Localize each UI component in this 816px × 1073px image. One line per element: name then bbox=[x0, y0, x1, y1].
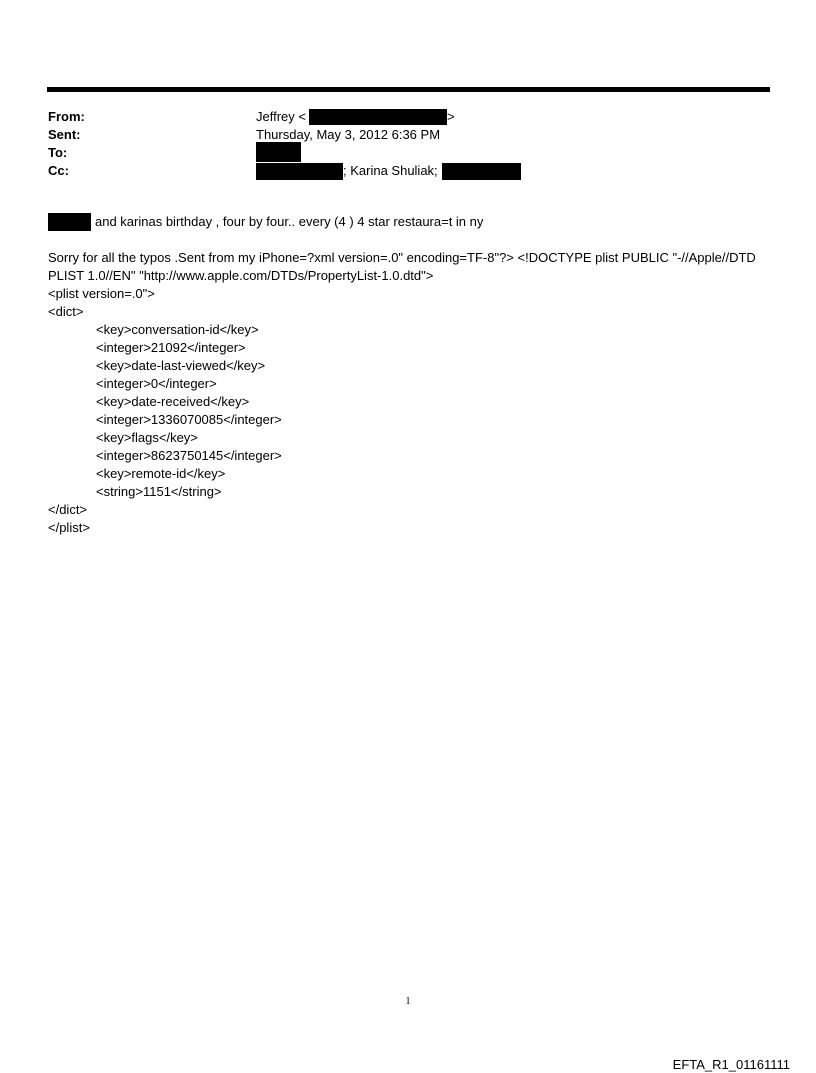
email-header bbox=[48, 108, 770, 180]
redaction-box bbox=[309, 109, 447, 125]
redaction-box bbox=[48, 213, 91, 231]
from-name: Jeffrey < bbox=[256, 109, 306, 124]
dict-line: <key>flags</key> bbox=[96, 430, 198, 445]
cc-value bbox=[256, 162, 521, 180]
dict-line: <integer>21092</integer> bbox=[96, 340, 246, 355]
spacer bbox=[48, 231, 778, 249]
redaction-box bbox=[256, 163, 343, 180]
dict-close: </dict> bbox=[48, 502, 88, 517]
body-line-1 bbox=[48, 213, 778, 231]
dict-line: <string>1151</string> bbox=[96, 484, 222, 499]
from-label: From: bbox=[48, 109, 85, 124]
sent-row bbox=[48, 126, 770, 144]
cc-row bbox=[48, 162, 770, 180]
to-row bbox=[48, 144, 770, 162]
dict-open: <dict> bbox=[48, 304, 84, 319]
redaction-box bbox=[256, 142, 301, 162]
sent-value: Thursday, May 3, 2012 6:36 PM bbox=[256, 127, 441, 142]
plist-open: <plist version=.0"> bbox=[48, 286, 155, 301]
dict-line: <key>date-received</key> bbox=[96, 394, 250, 409]
header-rule bbox=[47, 87, 770, 92]
body-line-1-text: and karinas birthday , four by four.. every (4 ) 4 star restaura=t in ny bbox=[95, 214, 484, 229]
to-value bbox=[256, 144, 301, 162]
email-body bbox=[48, 213, 778, 537]
cc-label: Cc: bbox=[48, 163, 69, 178]
sent-label: Sent: bbox=[48, 127, 81, 142]
from-close: > bbox=[446, 109, 455, 124]
to-label: To: bbox=[48, 145, 68, 160]
body-line-2: Sorry for all the typos .Sent from my iPhone=?xml version=.0" encoding=TF-8"?> <!DOCTYPE plist PUBLIC "-//Apple//DTD PLIST 1.0//EN" "http://www.apple.com/DTDs/PropertyList-1.0.dtd"> bbox=[48, 250, 756, 283]
redaction-box bbox=[442, 163, 521, 180]
plist-close: </plist> bbox=[48, 520, 90, 535]
document-id: EFTA_R1_01161111 bbox=[672, 1057, 790, 1072]
dict-line: <integer>8623750145</integer> bbox=[96, 448, 282, 463]
page-number: 1 bbox=[405, 996, 411, 1007]
from-value bbox=[256, 108, 455, 126]
dict-line: <key>remote-id</key> bbox=[96, 466, 226, 481]
dict-line: <integer>1336070085</integer> bbox=[96, 412, 282, 427]
dict-line: <integer>0</integer> bbox=[96, 376, 217, 391]
dict-line: <key>date-last-viewed</key> bbox=[96, 358, 266, 373]
cc-middle: ; Karina Shuliak; bbox=[343, 163, 438, 178]
dict-line: <key>conversation-id</key> bbox=[96, 322, 259, 337]
from-row bbox=[48, 108, 770, 126]
